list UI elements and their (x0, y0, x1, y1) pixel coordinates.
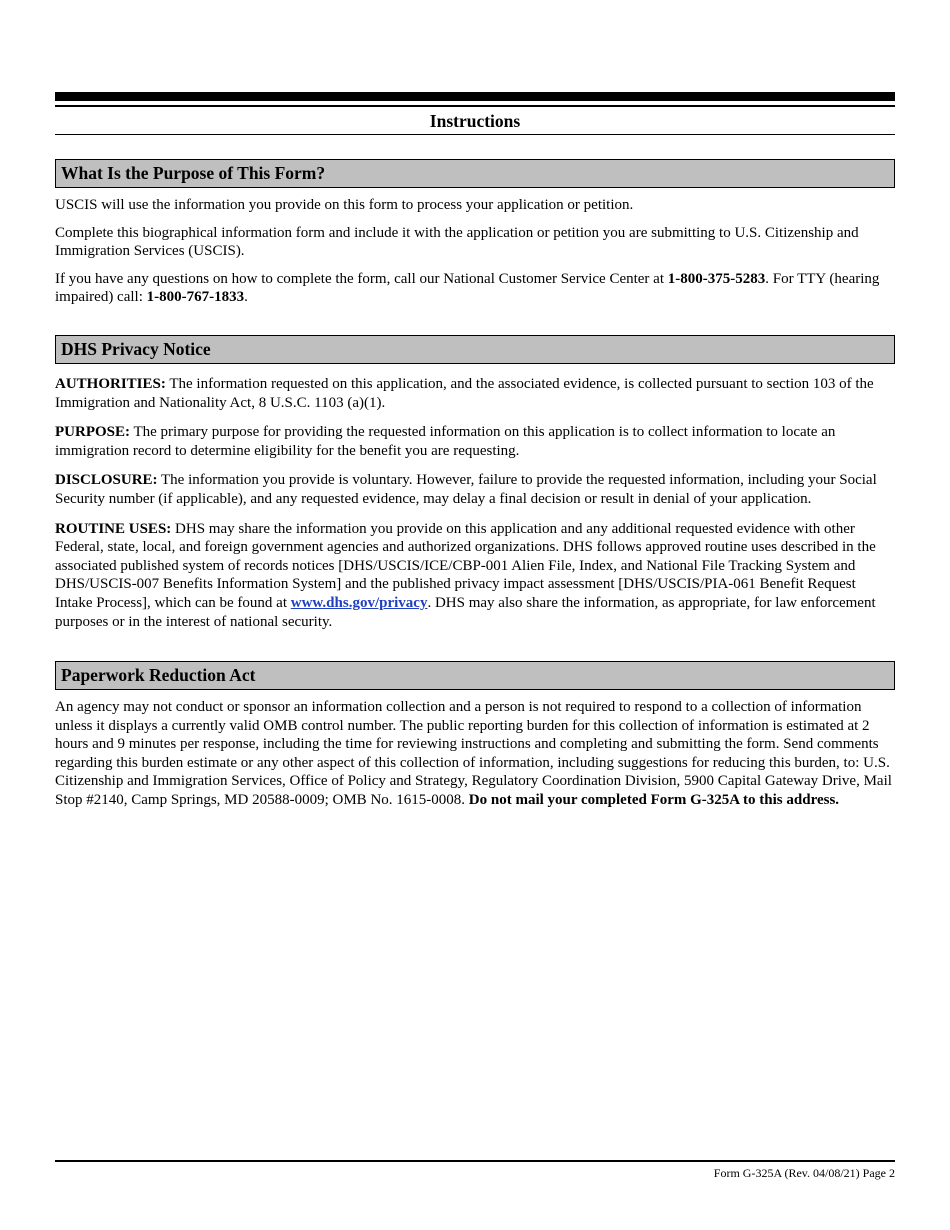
title-rule (55, 134, 895, 135)
disclosure-label: DISCLOSURE: (55, 472, 158, 489)
paperwork-paragraph (55, 698, 895, 810)
customer-service-phone: 1-800-375-5283 (667, 270, 766, 287)
footer-rule (55, 1160, 895, 1162)
tty-phone: 1-800-767-1833 (146, 289, 245, 306)
privacy-link[interactable]: www.dhs.gov/privacy (290, 594, 428, 611)
purpose-p3-text1: If you have any questions on how to complete the form, call our National Customer Service Center at (55, 270, 668, 287)
document-page (55, 92, 895, 810)
top-rule-thin (55, 105, 895, 107)
purpose-p3-text3: . (244, 289, 248, 306)
privacy-purpose-text: The primary purpose for providing the requested information on this application is to collect information to locate an immigration record to determine eligibility for the benefit you are requesting. (55, 424, 836, 459)
privacy-purpose-paragraph (55, 423, 895, 460)
purpose-paragraph-3 (55, 270, 895, 307)
routine-uses-text-1: DHS may share the information you provide on this application and any additional requested evidence with other Federal, state, local, and foreign government agencies and authorized organizations. DHS follows approved routine uses described in the associated published system of records notices [DHS/USCIS/ICE/CBP-001 Alien File, Index, and National File Tracking System and DHS/USCIS-007 Benefits Information System] and the published privacy impact assessment [DHS/USCIS/PIA-061 Benefit Request Intake Process], which can be found at (55, 520, 876, 611)
purpose-paragraph-1: USCIS will use the information you provide on this form to process your application or petition. (55, 197, 634, 213)
disclosure-text: The information you provide is voluntary. However, failure to provide the requested information, including your Social Security number (if applicable), and any requested evidence, may delay a final decision or result in denial of your application. (55, 472, 877, 507)
disclosure-paragraph (55, 471, 895, 508)
authorities-paragraph (55, 375, 895, 412)
section-header-privacy: DHS Privacy Notice (55, 335, 895, 364)
authorities-text: The information requested on this application, and the associated evidence, is collected pursuant to section 103 of the Immigration and Nationality Act, 8 U.S.C. 1103 (a)(1). (55, 375, 874, 411)
top-rule-thick (55, 92, 895, 101)
purpose-p3-text2: . For TTY (hearing impaired) call: (55, 270, 880, 306)
routine-uses-paragraph (55, 520, 895, 632)
purpose-paragraph-2: Complete this biographical information form and include it with the application or petition you are submitting to U.S. Citizenship and Immigration Services (USCIS). (55, 224, 859, 260)
privacy-purpose-label: PURPOSE: (55, 424, 130, 441)
routine-uses-label: ROUTINE USES: (55, 520, 172, 537)
page-footer: Form G-325A (Rev. 04/08/21) Page 2 (713, 1166, 895, 1180)
section-header-paperwork: Paperwork Reduction Act (55, 661, 895, 690)
section-header-purpose: What Is the Purpose of This Form? (55, 159, 895, 188)
paperwork-bold-notice: Do not mail your completed Form G-325A to this address. (468, 792, 840, 809)
routine-uses-text-2: . DHS may also share the information, as appropriate, for law enforcement purposes or in the interest of national security. (55, 594, 876, 630)
page-title: Instructions (429, 111, 521, 131)
authorities-label: AUTHORITIES: (55, 375, 166, 392)
paperwork-text: An agency may not conduct or sponsor an information collection and a person is not required to respond to a collection of information unless it displays a currently valid OMB control number. The public reporting burden for this collection of information is estimated at 2 hours and 9 minutes per response, including the time for reviewing instructions and completing and submitting the form. Send comments regarding this burden estimate or any other aspect of this collection of information, including suggestions for reducing this burden, to: U.S. Citizenship and Immigration Services, Office of Policy and Strategy, Regulatory Coordination Division, 5900 Capital Gateway Drive, Mail Stop #2140, Camp Springs, MD 20588-0009; OMB No. 1615-0008. (55, 699, 892, 809)
